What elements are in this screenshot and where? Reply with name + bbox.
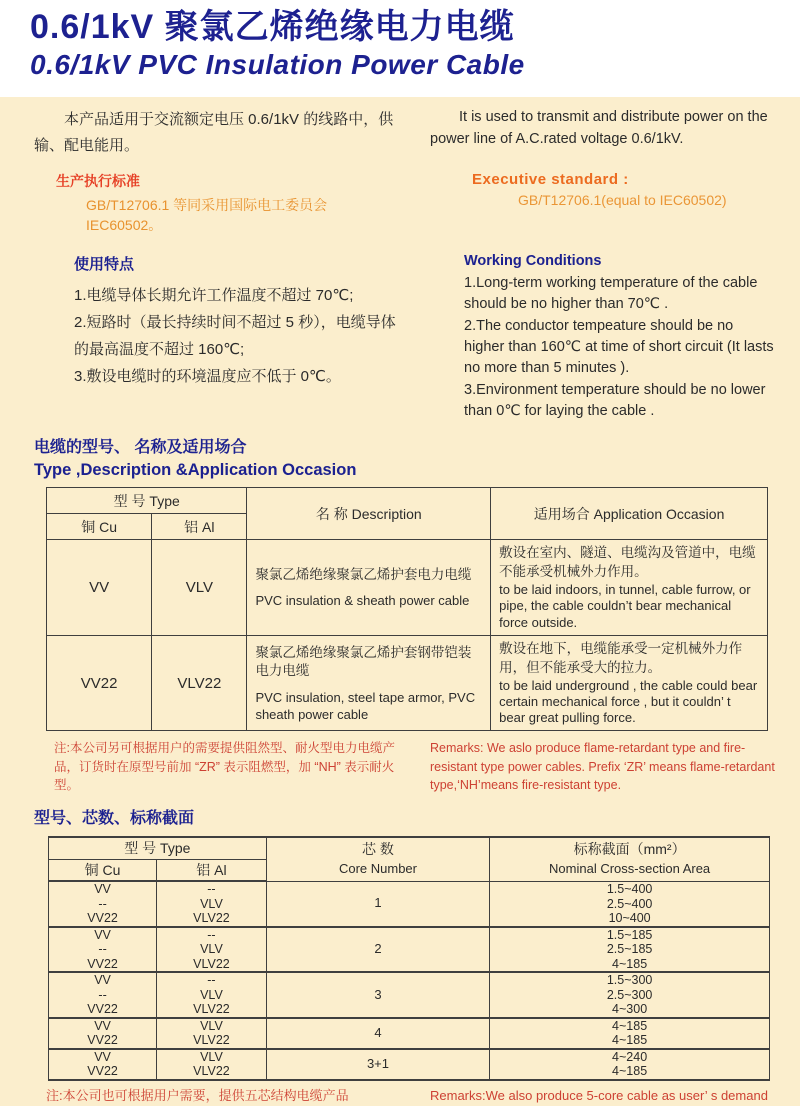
spec-section-heading-zh: 型号、芯数、标称截面: [34, 809, 195, 827]
type-cell-description: [247, 540, 491, 636]
spec-table-header-al: 铝 Al: [157, 859, 267, 881]
feature-item-en-2: 2.The conductor tempeature should be no higher than 160℃ at time of short circuit (It lasts no more than 5 minutes ).: [464, 317, 774, 376]
spec-cell-core-number: 2: [266, 927, 490, 973]
spec-table-row: [49, 972, 770, 988]
spec-cell-cu: VV22: [49, 957, 157, 973]
occasion-zh: 敷设在地下，电缆能承受一定机械外力作用，但不能承受大的拉力。: [499, 640, 743, 675]
standard-zh-block: [34, 171, 404, 235]
spec-cell-area: 1.5~300: [490, 972, 770, 988]
occasion-en: to be laid indoors, in tunnel, cable furrow, or pipe, the cable couldn’t bear mechanical force outside.: [499, 582, 751, 630]
spec-cell-cu: VV22: [49, 1002, 157, 1018]
spec-table-header-core: [266, 837, 490, 881]
spec-header-core-en: Core Number: [338, 861, 417, 877]
spec-cell-cu: VV: [49, 927, 157, 943]
spec-table-row: [49, 1018, 770, 1034]
spec-cell-cu: VV: [49, 1049, 157, 1065]
type-cell-cu: VV22: [47, 635, 152, 731]
spec-cell-area: 2.5~185: [490, 942, 770, 957]
spec-cell-cu: VV22: [49, 1064, 157, 1080]
spec-cell-al: VLV: [157, 988, 267, 1003]
spec-table-header-type: 型 号 Type: [49, 837, 267, 859]
spec-cell-area: 10~400: [490, 911, 770, 927]
spec-section-heading: [34, 808, 776, 830]
spec-table-header-cu: 铜 Cu: [49, 859, 157, 881]
spec-cell-core-number: 4: [266, 1018, 490, 1049]
spec-header-core-zh: 芯 数: [362, 841, 394, 858]
intro-paragraph-en: It is used to transmit and distribute power on the power line of A.C.rated voltage 0.6/1kV.: [430, 109, 768, 147]
spec-table: [48, 836, 770, 1081]
spec-cell-cu: VV: [49, 972, 157, 988]
intro-row: [34, 107, 776, 159]
type-table-row: [47, 540, 768, 636]
spec-cell-area: 4~240: [490, 1049, 770, 1065]
spec-cell-core-number: 3: [266, 972, 490, 1018]
occasion-zh: 敷设在室内、隧道、电缆沟及管道中，电缆不能承受机械外力作用。: [499, 545, 756, 580]
spec-table-row: [49, 927, 770, 943]
spec-cell-al: VLV: [157, 897, 267, 912]
feature-item-en-1: 1.Long-term working temperature of the cable should be no higher than 70℃ .: [464, 274, 758, 312]
spec-cell-al: --: [157, 972, 267, 988]
spec-note-en: Remarks:We also produce 5-core cable as user’ s demand: [430, 1087, 768, 1103]
type-table-header-cu: 铜 Cu: [47, 514, 152, 540]
standard-row: [34, 171, 776, 235]
spec-table-row: [49, 1049, 770, 1065]
standard-text-en: GB/T12706.1(equal to IEC60502): [518, 191, 727, 208]
type-section-heading-en: Type ,Description &Application Occasion: [34, 461, 357, 480]
spec-header-area-en: Nominal Cross-section Area: [549, 861, 711, 877]
page-title-en: 0.6/1kV PVC Insulation Power Cable: [30, 48, 525, 80]
description-en: PVC insulation & sheath power cable: [255, 593, 470, 609]
spec-cell-area: 4~185: [490, 1064, 770, 1080]
type-table-header-occasion: 适用场合 Application Occasion: [491, 488, 768, 540]
standard-heading-en: Executive standard :: [472, 170, 629, 188]
spec-cell-core-number: 1: [266, 881, 490, 927]
spec-cell-al: VLV: [157, 1049, 267, 1065]
spec-cell-cu: VV: [49, 881, 157, 897]
spec-cell-area: 4~185: [490, 1018, 770, 1034]
spec-table-notes: [34, 1087, 776, 1106]
type-table: [46, 487, 768, 731]
spec-table-body: [49, 881, 770, 1080]
spec-cell-al: VLV22: [157, 911, 267, 927]
standard-en-block: [430, 171, 776, 235]
standard-heading-zh: 生产执行标准: [56, 172, 140, 189]
type-cell-occasion: [491, 635, 768, 731]
page-header: [0, 0, 800, 97]
feature-item-zh-3: 3.敷设电缆时的环境温度应不低于 0℃。: [74, 367, 341, 385]
spec-cell-cu: --: [49, 897, 157, 912]
spec-cell-cu: VV: [49, 1018, 157, 1034]
features-heading-zh: 使用特点: [74, 255, 135, 273]
spec-cell-al: VLV: [157, 1018, 267, 1034]
spec-cell-al: --: [157, 927, 267, 943]
type-cell-al: VLV: [152, 540, 247, 636]
spec-header-area-zh: 标称截面（mm²）: [573, 841, 686, 858]
type-cell-description: [247, 635, 491, 731]
spec-cell-al: VLV22: [157, 1064, 267, 1080]
occasion-en: to be laid underground , the cable could bear certain mechanical force , but it couldn’ t bear great pulling force.: [499, 677, 758, 726]
type-section-heading-zh: 电缆的型号、 名称及适用场合: [34, 438, 247, 456]
spec-cell-al: VLV22: [157, 1033, 267, 1049]
spec-cell-cu: --: [49, 942, 157, 957]
spec-table-header-area: [490, 837, 770, 881]
spec-cell-al: --: [157, 881, 267, 897]
spec-cell-al: VLV22: [157, 1002, 267, 1018]
type-section-heading: [34, 437, 776, 482]
description-zh: 聚氯乙烯绝缘聚氯乙烯护套钢带铠装电力电缆: [255, 644, 472, 679]
features-en-block: [430, 251, 776, 423]
feature-item-zh-1: 1.电缆导体长期允许工作温度不超过 70℃;: [74, 286, 354, 304]
spec-cell-cu: VV22: [49, 911, 157, 927]
features-heading-en: Working Conditions: [464, 252, 602, 269]
spec-note-zh: 注:本公司也可根据用户需要，提供五芯结构电缆产品: [46, 1087, 349, 1103]
spec-cell-area: 1.5~400: [490, 881, 770, 897]
features-row: [34, 251, 776, 423]
spec-cell-area: 4~300: [490, 1002, 770, 1018]
type-note-zh: 注:本公司另可根据用户的需要提供阻然型、耐火型电力电缆产品，订货时在原型号前加 “ZR” 表示阻燃型，加 “NH” 表示耐火型。: [54, 741, 395, 792]
page-title-zh: 0.6/1kV 聚氯乙烯绝缘电力电缆: [30, 8, 515, 46]
type-table-notes: [34, 739, 776, 793]
spec-cell-area: 4~185: [490, 1033, 770, 1049]
spec-cell-cu: VV22: [49, 1033, 157, 1049]
spec-cell-al: VLV22: [157, 957, 267, 973]
type-cell-al: VLV22: [152, 635, 247, 731]
description-zh: 聚氯乙烯绝缘聚氯乙烯护套电力电缆: [255, 566, 472, 582]
standard-text-zh: GB/T12706.1 等同采用国际电工委员会 IEC60502。: [86, 196, 328, 233]
spec-cell-core-number: 3+1: [266, 1049, 490, 1080]
feature-item-en-3: 3.Environment temperature should be no lower than 0℃ for laying the cable .: [464, 381, 766, 419]
page-body: [0, 97, 800, 1106]
type-table-header-description: 名 称 Description: [247, 488, 491, 540]
type-table-row: [47, 635, 768, 731]
feature-item-zh-2: 2.短路时（最长持续时间不超过 5 秒），电缆导体的最高温度不超过 160℃;: [74, 313, 396, 358]
type-note-en: Remarks: We aslo produce flame-retardant type and fire-resistant type power cables. Prefix ‘ZR’ means flame-retardant type,‘NH’means fire-resistant type.: [430, 741, 775, 792]
spec-cell-cu: --: [49, 988, 157, 1003]
spec-cell-area: 1.5~185: [490, 927, 770, 943]
spec-cell-al: VLV: [157, 942, 267, 957]
type-cell-cu: VV: [47, 540, 152, 636]
type-table-header-al: 铝 Al: [152, 514, 247, 540]
spec-cell-area: 2.5~300: [490, 988, 770, 1003]
spec-cell-area: 2.5~400: [490, 897, 770, 912]
spec-cell-area: 4~185: [490, 957, 770, 973]
intro-paragraph-zh: 本产品适用于交流额定电压 0.6/1kV 的线路中，供输、配电能用。: [34, 111, 394, 154]
description-en: PVC insulation, steel tape armor, PVC sheath power cable: [255, 690, 476, 722]
type-table-header-type: 型 号 Type: [47, 488, 247, 514]
spec-table-row: [49, 881, 770, 897]
type-cell-occasion: [491, 540, 768, 636]
features-zh-block: [34, 251, 404, 423]
